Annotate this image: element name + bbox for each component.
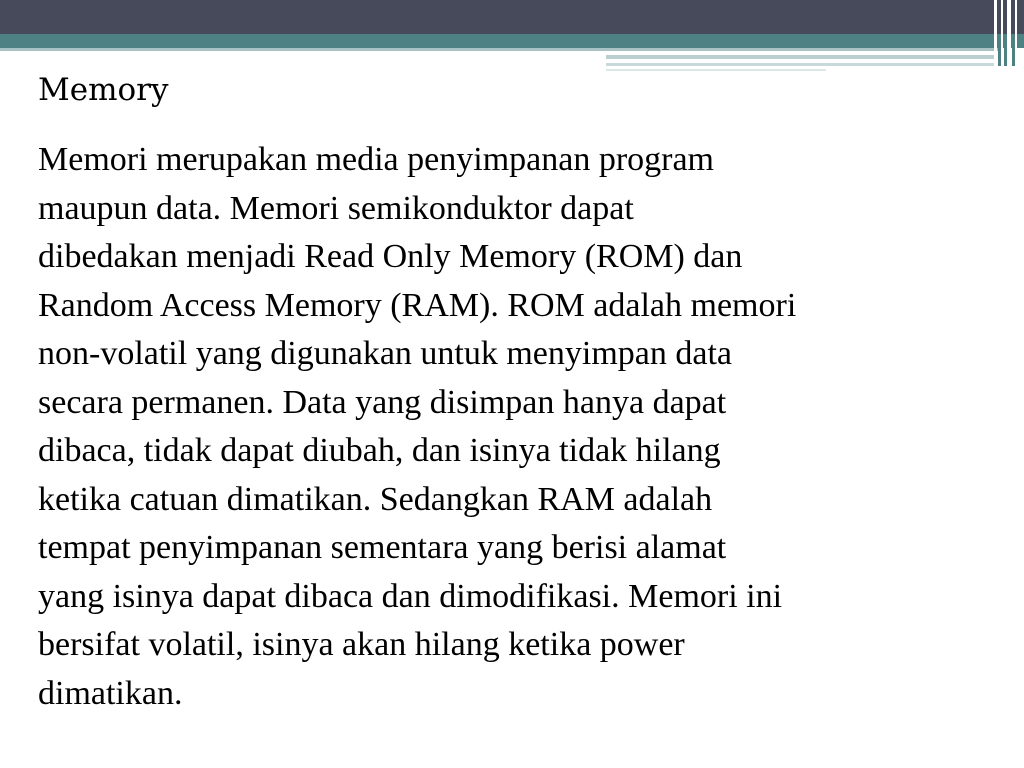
header-accent-line [606, 55, 996, 59]
vertical-bar [1001, 0, 1003, 66]
vertical-bar [1004, 48, 1007, 66]
vertical-bar [1012, 48, 1015, 66]
header-accent-line [606, 63, 996, 66]
vertical-bar [998, 48, 1001, 66]
vertical-bar [994, 0, 997, 66]
slide-title: Memory [38, 72, 169, 108]
header-dark-band [0, 0, 1024, 34]
vertical-bar [1007, 0, 1011, 66]
header-vertical-bars [990, 0, 1024, 66]
header-teal-band [0, 34, 1024, 48]
slide-body-text: Memori merupakan media penyimpanan program maupun data. Memori semikonduktor dapat dibedakan menjadi Read Only Memory (ROM) dan Random Access Memory (RAM). ROM adalah memori non-volatil yang digunakan untuk menyimpan data secara permanen. Data yang disimpan hanya dapat dibaca, tidak dapat diubah, dan isinya tidak hilang ketika catuan dimatikan. Sedangkan RAM adalah tempat penyimpanan sementara yang berisi alamat yang isinya dapat dibaca dan dimodifikasi. Memori ini bersifat volatil, isinya akan hilang ketika power dimatikan. [38, 141, 797, 712]
vertical-bar [1015, 0, 1017, 66]
header-light-stripe [0, 48, 1000, 51]
header-accent-line [606, 69, 826, 71]
